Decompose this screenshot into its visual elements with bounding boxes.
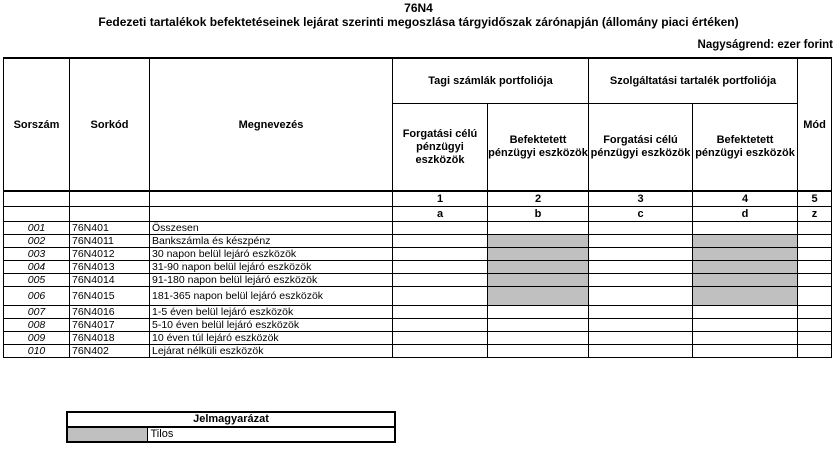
row-code: 76N401: [70, 221, 150, 234]
forbidden-cell: [693, 234, 798, 247]
input-cell[interactable]: [589, 318, 693, 331]
input-cell[interactable]: [393, 331, 488, 344]
row-name: 1-5 éven belül lejáró eszközök: [150, 305, 393, 318]
input-cell[interactable]: [393, 273, 488, 286]
row-code: 76N4013: [70, 260, 150, 273]
input-cell[interactable]: [693, 331, 798, 344]
row-code: 76N4016: [70, 305, 150, 318]
input-cell[interactable]: [589, 286, 693, 305]
table-row: [4, 305, 832, 318]
form-code: 76N4: [404, 1, 433, 15]
input-cell[interactable]: [798, 318, 832, 331]
col-header-sub1: Forgatási célú pénzügyi eszközök: [393, 104, 488, 191]
input-cell[interactable]: [798, 286, 832, 305]
row-name: 30 napon belül lejáró eszközök: [150, 247, 393, 260]
col-header-sub3: Forgatási célú pénzügyi eszközök: [589, 104, 693, 191]
row-code: 76N4014: [70, 273, 150, 286]
input-cell[interactable]: [589, 234, 693, 247]
col-header-mod: Mód: [798, 58, 832, 191]
input-cell[interactable]: [393, 221, 488, 234]
col-number: 3: [589, 191, 693, 206]
table-row: [4, 273, 832, 286]
row-number: 007: [4, 305, 70, 318]
forbidden-cell: [693, 260, 798, 273]
row-name: 31-90 napon belül lejáró eszközök: [150, 260, 393, 273]
input-cell[interactable]: [798, 273, 832, 286]
unit-label: Nagyságrend: ezer forint: [697, 39, 833, 51]
input-cell[interactable]: [798, 331, 832, 344]
row-name: 5-10 éven belül lejáró eszközök: [150, 318, 393, 331]
input-cell[interactable]: [393, 234, 488, 247]
row-code: 76N4018: [70, 331, 150, 344]
input-cell[interactable]: [798, 247, 832, 260]
col-header-sorkod: Sorkód: [70, 58, 150, 191]
row-name: Összesen: [150, 221, 393, 234]
row-number: 006: [4, 286, 70, 305]
input-cell[interactable]: [798, 305, 832, 318]
legend-swatch: [67, 427, 147, 442]
legend: [66, 411, 396, 443]
legend-title: Jelmagyarázat: [67, 412, 395, 427]
col-number: 1: [393, 191, 488, 206]
col-number: 4: [693, 191, 798, 206]
forbidden-cell: [693, 273, 798, 286]
input-cell[interactable]: [798, 260, 832, 273]
col-number: 2: [488, 191, 589, 206]
input-cell[interactable]: [693, 305, 798, 318]
row-number: 009: [4, 331, 70, 344]
forbidden-cell: [693, 247, 798, 260]
col-letter: d: [693, 206, 798, 221]
row-code: 76N402: [70, 344, 150, 357]
input-cell[interactable]: [393, 344, 488, 357]
forbidden-cell: [488, 286, 589, 305]
table-row: [4, 260, 832, 273]
row-code: 76N4017: [70, 318, 150, 331]
row-number: 004: [4, 260, 70, 273]
input-cell[interactable]: [488, 344, 589, 357]
input-cell[interactable]: [589, 331, 693, 344]
forbidden-cell: [488, 260, 589, 273]
table-row: [4, 221, 832, 234]
table-row: [4, 234, 832, 247]
input-cell[interactable]: [393, 318, 488, 331]
col-group-tagi: Tagi számlák portfoliója: [393, 58, 589, 104]
row-number: 010: [4, 344, 70, 357]
row-number: 002: [4, 234, 70, 247]
input-cell[interactable]: [589, 273, 693, 286]
col-header-sorszam: Sorszám: [4, 58, 70, 191]
input-cell[interactable]: [589, 221, 693, 234]
input-cell[interactable]: [488, 221, 589, 234]
input-cell[interactable]: [693, 221, 798, 234]
forbidden-cell: [693, 286, 798, 305]
col-letter: c: [589, 206, 693, 221]
col-letter: b: [488, 206, 589, 221]
legend-label: Tilos: [147, 427, 395, 442]
row-number: 003: [4, 247, 70, 260]
table-row: [4, 344, 832, 357]
input-cell[interactable]: [488, 305, 589, 318]
row-name: Lejárat nélküli eszközök: [150, 344, 393, 357]
row-code: 76N4011: [70, 234, 150, 247]
input-cell[interactable]: [798, 234, 832, 247]
input-cell[interactable]: [393, 286, 488, 305]
input-cell[interactable]: [798, 221, 832, 234]
col-header-megnevezes: Megnevezés: [150, 58, 393, 191]
table-row: [4, 286, 832, 305]
row-name: 91-180 napon belül lejáró eszközök: [150, 273, 393, 286]
row-name: 181-365 napon belül lejáró eszközök: [150, 286, 393, 305]
input-cell[interactable]: [798, 344, 832, 357]
input-cell[interactable]: [589, 260, 693, 273]
input-cell[interactable]: [393, 247, 488, 260]
row-code: 76N4012: [70, 247, 150, 260]
input-cell[interactable]: [488, 331, 589, 344]
col-group-szolgaltatasi: Szolgáltatási tartalék portfoliója: [589, 58, 798, 104]
table-row: [4, 331, 832, 344]
input-cell[interactable]: [693, 344, 798, 357]
row-code: 76N4015: [70, 286, 150, 305]
row-number: 008: [4, 318, 70, 331]
input-cell[interactable]: [693, 318, 798, 331]
input-cell[interactable]: [589, 344, 693, 357]
input-cell[interactable]: [589, 305, 693, 318]
row-name: Bankszámla és készpénz: [150, 234, 393, 247]
col-number: 5: [798, 191, 832, 206]
col-letter: z: [798, 206, 832, 221]
col-header-sub4: Befektetett pénzügyi eszközök: [693, 104, 798, 191]
page-title: Fedezeti tartalékok befektetéseinek lejárat szerinti megoszlása tárgyidőszak zárónapján (állomány piaci értéken): [98, 15, 739, 29]
input-cell[interactable]: [393, 305, 488, 318]
data-table: [3, 57, 832, 358]
table-row: [4, 318, 832, 331]
forbidden-cell: [488, 234, 589, 247]
input-cell[interactable]: [393, 260, 488, 273]
col-letter: a: [393, 206, 488, 221]
forbidden-cell: [488, 273, 589, 286]
input-cell[interactable]: [589, 247, 693, 260]
row-number: 001: [4, 221, 70, 234]
row-number: 005: [4, 273, 70, 286]
table-row: [4, 247, 832, 260]
row-name: 10 éven túl lejáró eszközök: [150, 331, 393, 344]
input-cell[interactable]: [488, 318, 589, 331]
col-header-sub2: Befektetett pénzügyi eszközök: [488, 104, 589, 191]
forbidden-cell: [488, 247, 589, 260]
